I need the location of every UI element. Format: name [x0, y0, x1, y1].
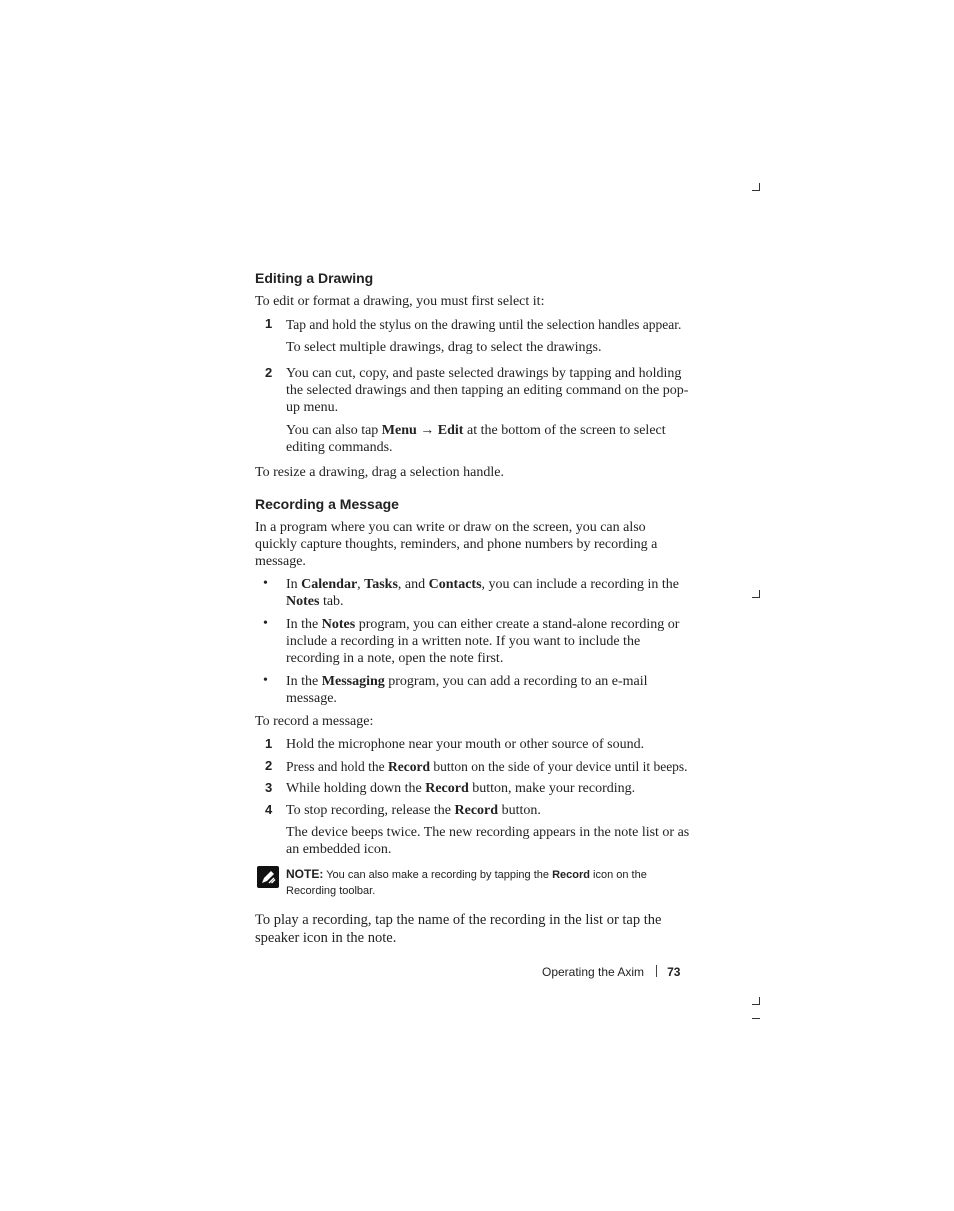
heading-recording-message: Recording a Message — [255, 496, 399, 512]
bullet-calendar: • In Calendar, Tasks, and Contacts, you can include a recording in the Notes tab. — [255, 576, 695, 610]
record-step-4-sub: The device beeps twice. The new recording appears in the note list or as an embedded icon. — [286, 825, 690, 857]
recording-outro: To play a recording, tap the name of the recording in the list or tap the speaker icon in the note. — [255, 912, 662, 946]
bullet-text: In Calendar, Tasks, and Contacts, you can include a recording in the Notes tab. — [286, 577, 680, 609]
crop-mark-middle — [752, 590, 760, 598]
editing-step-1 — [255, 316, 695, 333]
editing-step-1-sub: To select multiple drawings, drag to select the drawings. — [286, 340, 602, 355]
record-step-4: 4 To stop recording, release the Record button. — [265, 802, 541, 818]
record-step-1: 1 Hold the microphone near your mouth or other source of sound. — [265, 736, 645, 752]
record-step-2: 2 Press and hold the Record button on the side of your device until it beeps. — [265, 758, 688, 774]
page-footer — [542, 965, 680, 979]
step-number: 2 — [265, 365, 273, 380]
step-number: 1 — [265, 316, 273, 331]
step-text: You can cut, copy, and paste selected drawings by tapping and holding the selected drawings and then tapping an editing command on the pop-up menu. — [286, 366, 689, 415]
note-text: NOTE: You can also make a recording by tapping the Record icon on the Recording toolbar. — [286, 867, 647, 897]
note-callout — [255, 866, 695, 899]
bullet-text: In the Messaging program, you can add a recording to an e-mail message. — [286, 674, 648, 706]
crop-mark-bottom — [752, 997, 760, 1005]
note-pencil-icon — [257, 866, 279, 888]
menu-term: Menu — [381, 423, 417, 438]
editing-outro: To resize a drawing, drag a selection handle. — [255, 465, 504, 480]
footer-title: Operating the Axim — [542, 965, 645, 979]
crop-mark-rule — [752, 1018, 760, 1019]
record-intro: To record a message: — [255, 714, 374, 729]
editing-intro: To edit or format a drawing, you must first select it: — [255, 294, 545, 309]
crop-mark-top — [752, 183, 760, 191]
heading-editing-drawing: Editing a Drawing — [255, 270, 374, 286]
edit-term: Edit — [437, 423, 464, 438]
step-text: Tap and hold the stylus on the drawing until the selection handles appear. — [286, 317, 682, 332]
bullet-text: In the Notes program, you can either create a stand-alone recording or include a recording in a written note. If you want to include the recording in a note, open the note first. — [286, 617, 680, 666]
page-number: 73 — [667, 965, 681, 979]
page-content — [255, 270, 695, 947]
bullet-messaging: • In the Messaging program, you can add a recording to an e-mail message. — [255, 673, 695, 707]
editing-step-2 — [255, 365, 695, 416]
bullet-notes: • In the Notes program, you can either create a stand-alone recording or include a recording in a written note. If you want to include the recording in a note, open the note first. — [255, 616, 695, 667]
recording-intro: In a program where you can write or draw on the screen, you can also quickly capture thoughts, reminders, and phone numbers by recording a message. — [255, 520, 658, 569]
record-step-3: 3 While holding down the Record button, make your recording. — [265, 780, 636, 796]
editing-step-2-sub: You can also tap Menu → Edit at the bottom of the screen to select editing commands. — [286, 423, 666, 455]
